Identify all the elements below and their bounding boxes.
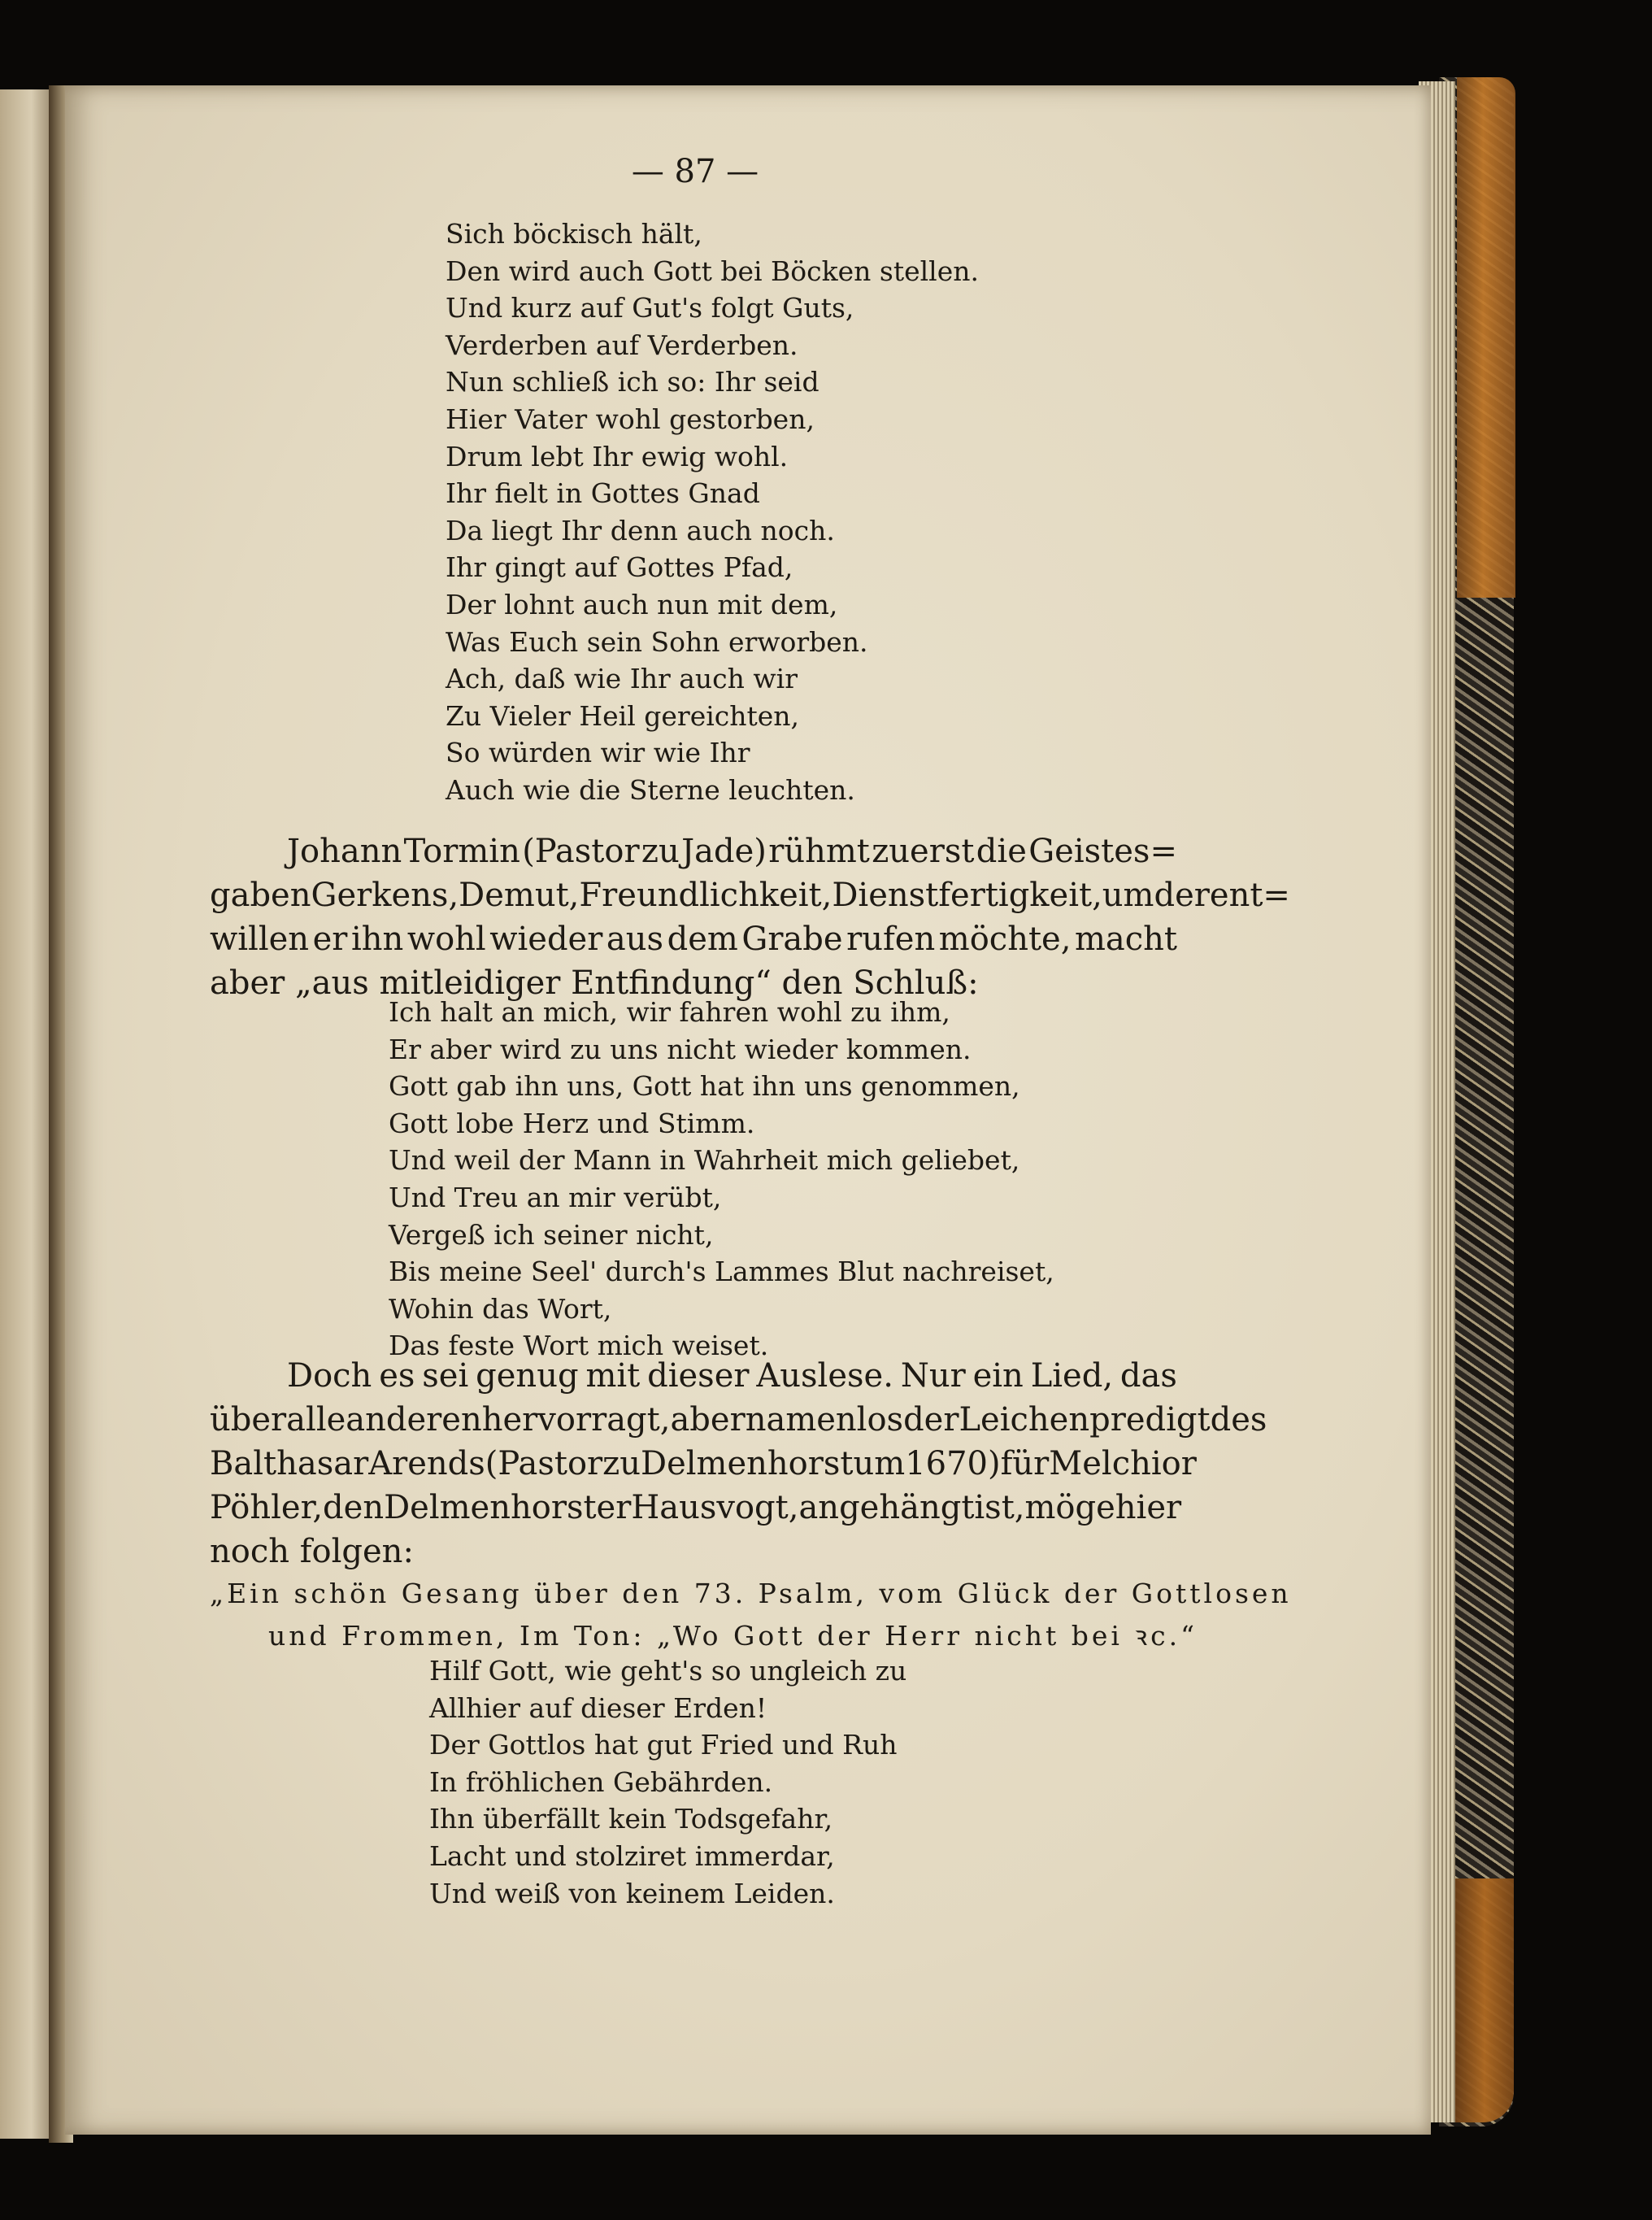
verse-block-2 — [389, 994, 1054, 1365]
verse-line: Auch wie die Sterne leuchten. — [446, 773, 855, 806]
verse-line: Der Gottlos hat gut Fried und Ruh — [429, 1729, 898, 1761]
song-heading-line: und Frommen, Im Ton: „Wo Gott der Herr nicht bei ꝛc.“ — [268, 1620, 1198, 1652]
verse-line: Vergeß ich seiner nicht, — [389, 1218, 714, 1251]
verse-line: Das feste Wort mich weiset. — [389, 1330, 769, 1362]
prose-line: Pöhler, den Delmenhorster Hausvogt, angehängt ist, möge hier — [210, 1489, 1182, 1526]
verse-line: Und weil der Mann in Wahrheit mich geliebet, — [389, 1144, 1020, 1177]
verse-line: Zu Vieler Heil gereichten, — [446, 699, 800, 732]
verse-line: So würden wir wie Ihr — [446, 737, 750, 769]
verse-line: Ich halt an mich, wir fahren wohl zu ihm, — [389, 996, 950, 1028]
verse-line: Ihn überfällt kein Todsgefahr, — [429, 1803, 833, 1835]
verse-line: Gott gab ihn uns, Gott hat ihn uns genommen, — [389, 1070, 1020, 1103]
prose-paragraph-2 — [210, 1354, 1267, 1574]
verse-line: Hilf Gott, wie geht's so ungleich zu — [429, 1655, 907, 1687]
verse-line: Was Euch sein Sohn erworben. — [446, 625, 868, 658]
prose-line: Balthasar Arends (Pastor zu Delmenhorst um 1670) für Melchior — [210, 1445, 1197, 1482]
prose-line: über alle anderen hervorragt, aber namenlos der Leichenpredigt des — [210, 1401, 1267, 1439]
verse-line: Lacht und stolziret immerdar, — [429, 1839, 835, 1872]
verse-line: Ach, daß wie Ihr auch wir — [446, 663, 798, 695]
prose-line: Doch es sei genug mit dieser Auslese. Nur ein Lied, das — [287, 1357, 1177, 1395]
verse-line: Er aber wird zu uns nicht wieder kommen. — [389, 1033, 972, 1065]
verse-block-3 — [429, 1652, 906, 1912]
verse-line: Ihr fielt in Gottes Gnad — [446, 477, 760, 510]
page-number: — 87 — — [631, 153, 759, 190]
verse-line: Drum lebt Ihr ewig wohl. — [446, 440, 789, 472]
verse-line: Bis meine Seel' durch's Lammes Blut nachreiset, — [389, 1256, 1054, 1288]
verse-line: Und Treu an mir verübt, — [389, 1181, 722, 1213]
verse-line: Sich böckisch hält, — [446, 218, 702, 250]
verse-block-1 — [446, 215, 979, 809]
prose-line: aber „aus mitleidiger Entfindung“ den Schluß: — [210, 964, 979, 1002]
prose-line: Johann Tormin (Pastor zu Jade) rühmt zuerst die Geistes= — [287, 833, 1177, 870]
verse-line: Den wird auch Gott bei Böcken stellen. — [446, 255, 979, 287]
verse-line: Hier Vater wohl gestorben, — [446, 403, 815, 435]
verse-line: Da liegt Ihr denn auch noch. — [446, 514, 835, 546]
verse-line: Und weiß von keinem Leiden. — [429, 1877, 835, 1909]
song-heading-line: „Ein schön Gesang über den 73. Psalm, vom Glück der Gottlosen — [210, 1578, 1292, 1609]
prose-line: gaben Gerkens, Demut, Freundlichkeit, Dienstfertigkeit, um derent= — [210, 877, 1290, 914]
leather-spine-bottom — [1455, 1878, 1514, 2122]
verse-line: Verderben auf Verderben. — [446, 329, 798, 361]
prose-line: noch folgen: — [210, 1533, 414, 1570]
prose-paragraph-1 — [210, 829, 1290, 1005]
verse-line: Der lohnt auch nun mit dem, — [446, 588, 838, 620]
leather-spine-top — [1457, 77, 1515, 598]
verse-line: Ihr gingt auf Gottes Pfad, — [446, 551, 793, 584]
verse-line: Allhier auf dieser Erden! — [429, 1691, 767, 1724]
verse-line: Und kurz auf Gut's folgt Guts, — [446, 292, 854, 324]
verse-line: Wohin das Wort, — [389, 1292, 612, 1325]
verse-line: Nun schließ ich so: Ihr seid — [446, 366, 819, 398]
verse-line: In fröhlichen Gebährden. — [429, 1765, 773, 1798]
verse-line: Gott lobe Herz und Stimm. — [389, 1107, 755, 1139]
prose-line: willen er ihn wohl wieder aus dem Grabe rufen möchte, macht — [210, 921, 1177, 958]
